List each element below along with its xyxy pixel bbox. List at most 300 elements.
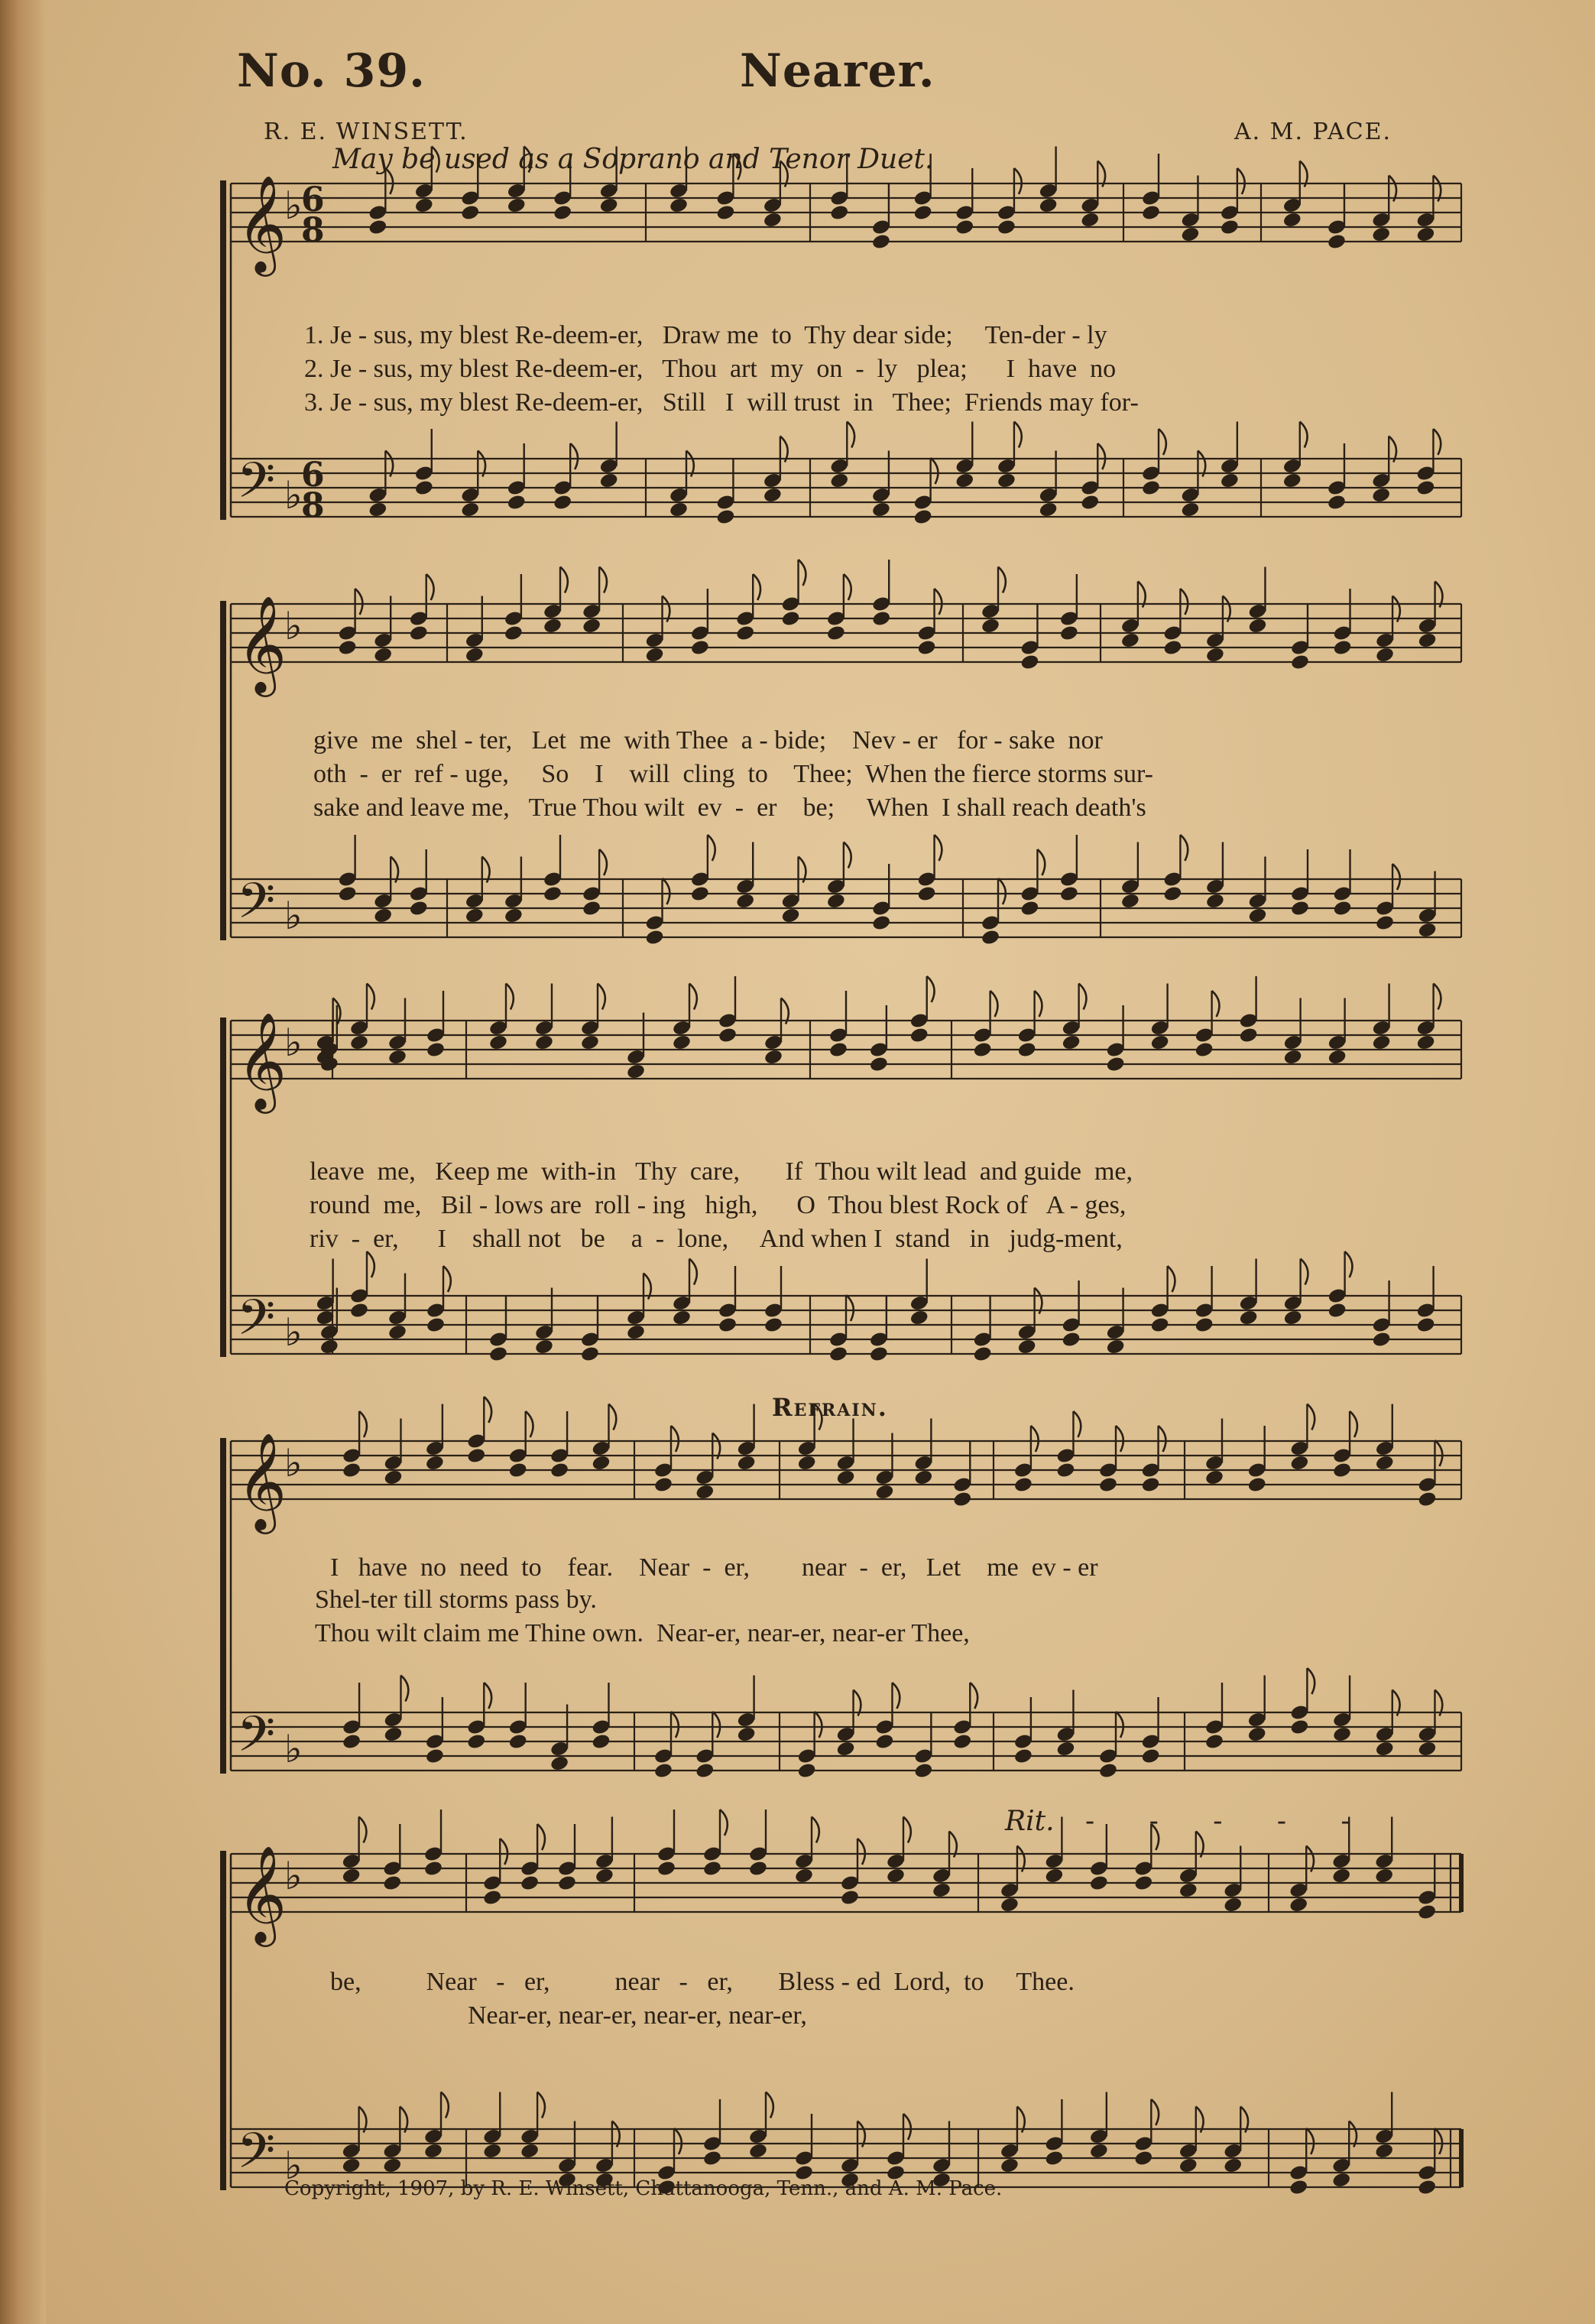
- note-head: [582, 900, 601, 917]
- note-flag: [720, 1810, 728, 1836]
- note-head: [1372, 1331, 1392, 1349]
- note-head: [1120, 631, 1140, 649]
- lyricist-credit: R. E. WINSETT.: [264, 118, 468, 145]
- note-flag: [1307, 1404, 1315, 1430]
- note-head: [702, 2150, 722, 2167]
- ritardando-marking: Rit.: [1005, 1806, 1055, 1837]
- note-head: [715, 204, 735, 222]
- note-head: [695, 1762, 715, 1780]
- note-head: [874, 1483, 894, 1501]
- note-head: [482, 1889, 502, 1907]
- lyric-line: Shel-ter till storms pass by.: [315, 1586, 597, 1614]
- note-head: [973, 1041, 993, 1059]
- note-flag: [970, 1683, 977, 1709]
- note-flag: [1168, 1266, 1175, 1292]
- note-head: [909, 1027, 929, 1044]
- treble-clef-icon: 𝄞: [237, 1845, 287, 1943]
- note-head: [1247, 1725, 1267, 1743]
- note-head: [1180, 226, 1200, 243]
- note-head: [718, 1316, 738, 1334]
- note-head: [383, 1725, 403, 1743]
- note-head: [1332, 639, 1352, 657]
- note-head: [1150, 1034, 1170, 1051]
- note-head: [780, 907, 800, 924]
- note-head: [1374, 1867, 1394, 1884]
- note-head: [1289, 1719, 1309, 1736]
- note-head: [580, 1345, 600, 1363]
- note-flag: [367, 1251, 374, 1277]
- note-head: [1247, 617, 1267, 635]
- note-flag: [903, 2114, 911, 2140]
- note-head: [1289, 1896, 1308, 1913]
- note-head: [1331, 1867, 1351, 1884]
- note-head: [702, 1860, 722, 1878]
- note-flag: [935, 835, 942, 861]
- note-head: [656, 1860, 676, 1878]
- note-head: [952, 1491, 972, 1508]
- note-head: [387, 1323, 407, 1341]
- note-head: [534, 1338, 554, 1355]
- note-head: [1282, 472, 1302, 489]
- note-flag: [998, 567, 1006, 593]
- note-head: [1000, 2157, 1020, 2174]
- note-head: [543, 617, 562, 635]
- lyric-line: be, Near - er, near - er, Bless - ed Lord, to Thee.: [330, 1968, 1075, 1996]
- treble-clef-icon: 𝄞: [237, 595, 287, 693]
- note-head: [1283, 1309, 1303, 1326]
- note-head: [997, 472, 1016, 489]
- note-head: [1417, 1491, 1437, 1508]
- lyric-line: sake and leave me, True Thou wilt ev - er be; When I shall reach death's: [313, 794, 1146, 822]
- note-head: [1062, 1331, 1081, 1349]
- time-signature-denominator: 8: [301, 486, 325, 525]
- note-head: [1223, 1896, 1243, 1913]
- note-head: [690, 885, 710, 903]
- note-head: [874, 1733, 894, 1751]
- note-flag: [847, 422, 854, 448]
- note-head: [1089, 2142, 1109, 2160]
- note-head: [1415, 479, 1435, 497]
- note-flag: [1014, 422, 1022, 448]
- note-head: [835, 1469, 855, 1486]
- note-flag: [927, 976, 935, 1002]
- note-flag: [537, 2092, 545, 2118]
- note-head: [426, 1316, 446, 1334]
- note-head: [1375, 1740, 1395, 1758]
- note-head: [1013, 1476, 1033, 1494]
- note-head: [1098, 1476, 1118, 1494]
- note-flag: [671, 1426, 679, 1452]
- note-flag: [1073, 1411, 1081, 1437]
- note-head: [1089, 1874, 1109, 1892]
- note-head: [669, 501, 689, 518]
- note-flag: [903, 1817, 911, 1843]
- note-head: [1098, 1762, 1118, 1780]
- note-head: [1106, 1338, 1126, 1355]
- key-signature-flat-icon: ♭: [284, 2144, 303, 2188]
- note-head: [1039, 196, 1058, 214]
- note-head: [342, 1867, 361, 1884]
- note-head: [748, 2142, 768, 2160]
- note-head: [409, 900, 429, 917]
- note-head: [644, 646, 664, 664]
- bass-clef-icon: 𝄢: [237, 1290, 276, 1358]
- note-head: [409, 625, 429, 642]
- note-flag: [1435, 2128, 1442, 2154]
- key-signature-flat-icon: ♭: [284, 894, 303, 938]
- note-head: [735, 625, 755, 642]
- treble-clef-icon: 𝄞: [237, 1011, 287, 1109]
- note-head: [794, 1867, 814, 1884]
- note-head: [1290, 900, 1310, 917]
- note-head: [1080, 211, 1100, 229]
- refrain-label: Refrain.: [772, 1393, 888, 1422]
- note-head: [488, 1034, 508, 1051]
- note-head: [871, 233, 891, 251]
- note-head: [349, 1034, 369, 1051]
- note-head: [1332, 1725, 1352, 1743]
- note-head: [952, 1733, 972, 1751]
- note-flag: [367, 984, 374, 1010]
- note-flag: [359, 1817, 367, 1843]
- lyric-line: oth - er ref - uge, So I will cling to Thee; When the fierce storms sur-: [313, 760, 1154, 788]
- note-head: [426, 1041, 446, 1059]
- note-head: [1062, 1034, 1081, 1051]
- note-head: [1415, 226, 1435, 243]
- note-flag: [815, 1712, 822, 1738]
- note-flag: [998, 878, 1006, 904]
- note-head: [368, 501, 387, 518]
- bass-clef-icon: 𝄢: [237, 453, 276, 521]
- note-head: [1371, 486, 1391, 504]
- composer-credit: A. M. PACE.: [1234, 118, 1392, 145]
- note-head: [1327, 233, 1347, 251]
- note-head: [1205, 646, 1225, 664]
- note-head: [1013, 1748, 1033, 1765]
- note-head: [869, 1056, 889, 1073]
- note-head: [1204, 1469, 1224, 1486]
- note-flag: [1434, 984, 1441, 1010]
- note-head: [1328, 1302, 1347, 1319]
- note-head: [736, 1725, 756, 1743]
- note-flag: [935, 589, 942, 615]
- note-flag: [599, 567, 607, 593]
- note-flag: [598, 984, 605, 1010]
- note-head: [1282, 211, 1302, 229]
- note-head: [465, 646, 485, 664]
- note-head: [840, 1889, 860, 1907]
- note-head: [520, 2142, 540, 2160]
- note-head: [1162, 885, 1182, 903]
- note-head: [1106, 1056, 1126, 1073]
- note-flag: [663, 878, 670, 904]
- note-head: [504, 625, 524, 642]
- note-flag: [1300, 422, 1308, 448]
- note-flag: [1097, 443, 1105, 469]
- note-head: [599, 472, 619, 489]
- note-head: [1080, 494, 1100, 511]
- note-head: [1055, 1740, 1075, 1758]
- note-head: [981, 929, 1000, 946]
- note-head: [1247, 1476, 1267, 1494]
- note-flag: [432, 147, 439, 173]
- note-head: [780, 610, 800, 628]
- note-flag: [526, 1411, 533, 1437]
- note-head: [1020, 654, 1039, 671]
- copyright-notice: Copyright, 1907, by R. E. Winsett, Chattanooga, Tenn., and A. M. Pace.: [284, 2177, 1003, 2200]
- note-flag: [1159, 429, 1166, 455]
- note-head: [1239, 1309, 1259, 1326]
- note-head: [549, 1754, 569, 1772]
- note-head: [387, 1048, 407, 1066]
- note-head: [1039, 501, 1058, 518]
- note-flag: [441, 2092, 449, 2118]
- note-head: [342, 2157, 361, 2174]
- note-head: [1220, 472, 1240, 489]
- lyric-line: 1. Je - sus, my blest Re-deem-er, Draw me to Thy dear side; Ten-der - ly: [304, 321, 1107, 349]
- note-head: [382, 2157, 402, 2174]
- note-head: [1140, 1748, 1160, 1765]
- note-flag: [537, 1824, 545, 1850]
- performance-note: May be used as a Soprano and Tenor Duet.: [332, 144, 934, 175]
- note-head: [1331, 2171, 1351, 2189]
- note-head: [871, 914, 891, 932]
- note-head: [626, 1063, 646, 1080]
- system-bracket: [220, 601, 226, 940]
- note-head: [1374, 2142, 1394, 2160]
- note-flag: [484, 1683, 491, 1709]
- note-flag: [1307, 1668, 1315, 1694]
- lyric-line: Near-er, near-er, near-er, near-er,: [468, 2001, 807, 2030]
- note-head: [718, 1027, 738, 1044]
- note-head: [1120, 892, 1140, 910]
- note-flag: [1180, 589, 1188, 615]
- note-head: [797, 1762, 817, 1780]
- note-head: [1162, 639, 1182, 657]
- note-head: [828, 1041, 848, 1059]
- note-flag: [1079, 984, 1087, 1010]
- note-flag: [1031, 1426, 1039, 1452]
- ritardando-extension: - - - - -: [1085, 1806, 1373, 1837]
- note-flag: [1435, 1440, 1442, 1466]
- note-flag: [1345, 1251, 1353, 1277]
- note-head: [508, 1733, 528, 1751]
- note-flag: [733, 154, 741, 180]
- note-head: [1140, 1476, 1160, 1494]
- note-flag: [484, 1397, 491, 1423]
- note-head: [373, 907, 393, 924]
- note-head: [736, 1454, 756, 1472]
- note-head: [1283, 1048, 1303, 1066]
- note-head: [973, 1345, 993, 1363]
- note-head: [557, 1874, 577, 1892]
- note-head: [460, 204, 480, 222]
- note-flag: [892, 1683, 900, 1709]
- lyric-line: give me shel - ter, Let me with Thee a - bide; Nev - er for - sake nor: [313, 726, 1103, 755]
- note-head: [423, 1860, 443, 1878]
- note-flag: [689, 1259, 697, 1285]
- key-signature-flat-icon: ♭: [284, 1727, 303, 1771]
- note-head: [763, 1316, 783, 1334]
- note-head: [1375, 914, 1395, 932]
- note-head: [466, 1447, 486, 1465]
- note-head: [909, 1309, 929, 1326]
- bass-clef-icon: 𝄢: [237, 2123, 276, 2192]
- note-head: [735, 892, 755, 910]
- note-head: [1417, 2179, 1437, 2196]
- note-flag: [359, 1411, 367, 1437]
- note-head: [580, 1034, 600, 1051]
- note-head: [828, 1345, 848, 1363]
- note-head: [1332, 900, 1352, 917]
- note-flag: [712, 1712, 720, 1738]
- note-head: [1044, 1867, 1064, 1884]
- key-signature-flat-icon: ♭: [284, 604, 303, 648]
- note-flag: [708, 835, 715, 861]
- hymn-title: Nearer.: [740, 44, 935, 98]
- note-flag: [1350, 1411, 1357, 1437]
- note-flag: [1116, 1712, 1123, 1738]
- bass-clef-icon: 𝄢: [237, 873, 276, 942]
- note-head: [1289, 2179, 1308, 2196]
- note-head: [653, 1762, 673, 1780]
- note-head: [669, 196, 689, 214]
- note-head: [981, 617, 1000, 635]
- note-flag: [799, 560, 806, 586]
- note-head: [690, 639, 710, 657]
- time-signature-denominator: 8: [301, 211, 325, 250]
- note-head: [695, 1483, 715, 1501]
- note-head: [1205, 892, 1225, 910]
- note-flag: [689, 984, 697, 1010]
- note-flag: [524, 147, 532, 173]
- note-head: [1247, 907, 1267, 924]
- note-head: [763, 486, 783, 504]
- note-head: [507, 196, 527, 214]
- note-head: [871, 610, 891, 628]
- lyric-line: Thou wilt claim me Thine own. Near-er, near-er, near-er Thee,: [315, 1619, 970, 1647]
- note-head: [1000, 1896, 1020, 1913]
- note-flag: [426, 574, 434, 600]
- note-flag: [506, 984, 514, 1010]
- lyric-line: 3. Je - sus, my blest Re-deem-er, Still I will trust in Thee; Friends may for-: [304, 388, 1139, 417]
- note-flag: [400, 1676, 408, 1702]
- note-flag: [674, 2128, 682, 2154]
- note-head: [826, 625, 846, 642]
- note-flag: [671, 1712, 679, 1738]
- note-head: [553, 204, 572, 222]
- note-head: [1180, 501, 1200, 518]
- note-head: [414, 196, 434, 214]
- key-signature-flat-icon: ♭: [284, 1021, 303, 1065]
- lyric-line: 2. Je - sus, my blest Re-deem-er, Thou art my on - ly plea; I have no: [304, 355, 1117, 383]
- note-head: [507, 494, 527, 511]
- note-head: [1375, 1454, 1395, 1472]
- key-signature-flat-icon: ♭: [284, 1441, 303, 1485]
- note-flag: [857, 1839, 865, 1865]
- note-head: [1418, 631, 1438, 649]
- key-signature-flat-icon: ♭: [284, 473, 303, 518]
- note-flag: [844, 574, 851, 600]
- note-flag: [846, 1295, 854, 1321]
- bass-clef-icon: 𝄢: [237, 1706, 276, 1775]
- note-flag: [812, 1817, 819, 1843]
- note-head: [1416, 1034, 1436, 1051]
- note-head: [626, 1323, 646, 1341]
- note-head: [1020, 900, 1039, 917]
- note-head: [1289, 1454, 1309, 1472]
- note-flag: [766, 2092, 773, 2118]
- note-head: [1178, 1881, 1198, 1899]
- note-head: [488, 1345, 508, 1363]
- note-head: [997, 219, 1016, 236]
- note-flag: [753, 574, 760, 600]
- note-head: [414, 479, 434, 497]
- key-signature-flat-icon: ♭: [284, 1854, 303, 1898]
- note-head: [1017, 1041, 1037, 1059]
- note-head: [553, 494, 572, 511]
- note-head: [383, 1469, 403, 1486]
- note-flag: [1035, 991, 1042, 1017]
- note-head: [504, 907, 524, 924]
- note-head: [932, 1881, 951, 1899]
- lyric-line: I have no need to fear. Near - er, near - er, Let me ev - er: [330, 1553, 1098, 1582]
- note-head: [382, 1874, 402, 1892]
- note-head: [955, 219, 974, 236]
- note-head: [916, 639, 936, 657]
- note-head: [913, 508, 933, 526]
- note-head: [338, 885, 358, 903]
- note-head: [1371, 226, 1391, 243]
- note-head: [1372, 1034, 1392, 1051]
- note-head: [829, 472, 849, 489]
- note-head: [869, 1345, 889, 1363]
- note-flag: [844, 842, 851, 868]
- note-head: [715, 508, 735, 526]
- note-head: [1417, 1904, 1437, 1921]
- note-flag: [599, 849, 607, 875]
- note-flag: [1306, 2128, 1314, 2154]
- note-flag: [443, 1266, 451, 1292]
- note-head: [653, 1476, 673, 1494]
- note-head: [582, 617, 601, 635]
- note-head: [748, 1860, 768, 1878]
- note-flag: [385, 168, 393, 194]
- note-head: [1417, 1740, 1437, 1758]
- note-head: [591, 1733, 611, 1751]
- note-flag: [355, 589, 363, 615]
- note-head: [1416, 1316, 1436, 1334]
- note-head: [829, 204, 849, 222]
- note-head: [595, 1867, 614, 1884]
- note-head: [508, 1462, 528, 1479]
- note-head: [1239, 1027, 1259, 1044]
- note-flag: [1392, 864, 1400, 890]
- lyric-line: round me, Bil - lows are roll - ing high, O Thou blest Rock of A - ges,: [310, 1191, 1127, 1219]
- note-head: [466, 1733, 486, 1751]
- system-bracket: [220, 1018, 226, 1357]
- note-head: [1327, 494, 1347, 511]
- note-head: [913, 204, 933, 222]
- note-flag: [1014, 168, 1022, 194]
- note-head: [460, 501, 480, 518]
- note-flag: [1180, 835, 1188, 861]
- note-flag: [931, 458, 939, 484]
- treble-clef-icon: 𝄞: [237, 1432, 287, 1530]
- note-head: [1017, 1338, 1037, 1355]
- note-head: [549, 1462, 569, 1479]
- note-head: [342, 1733, 361, 1751]
